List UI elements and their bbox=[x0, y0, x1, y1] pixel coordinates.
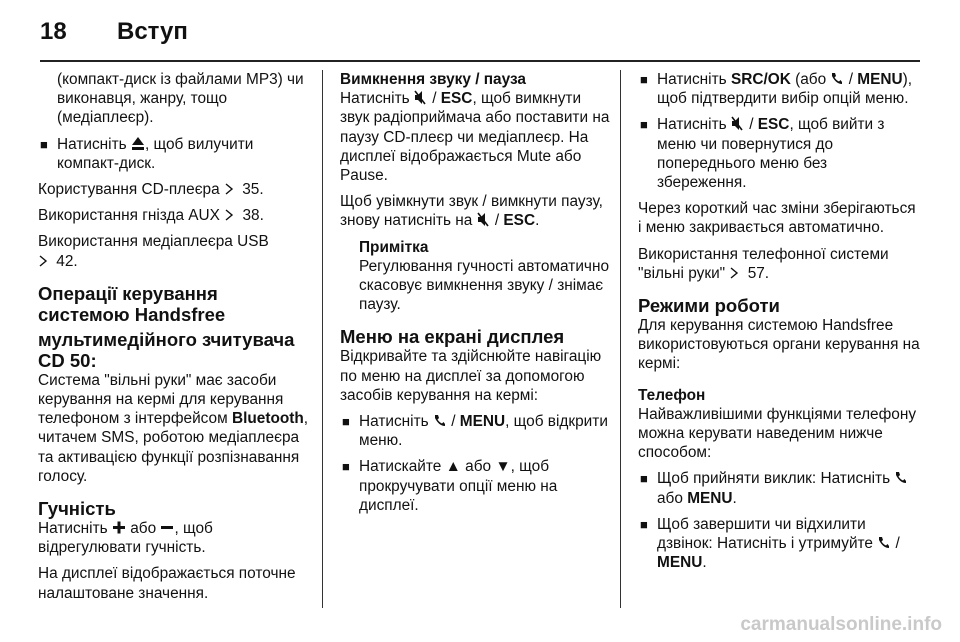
column-left bbox=[38, 70, 310, 610]
reference-line: Користування CD-плеєра 35. bbox=[38, 181, 264, 199]
page-ref-icon bbox=[729, 265, 743, 280]
phone-icon bbox=[894, 470, 908, 485]
arrow-up-icon: ▲ bbox=[445, 458, 461, 476]
bullet-icon: ■ bbox=[640, 72, 648, 87]
section-heading: Меню на екрані дисплея bbox=[340, 326, 565, 348]
minus-icon bbox=[160, 520, 174, 535]
paragraph: Відкривайте та здійснюйте навігацію по меню на дисплеї за допомогою засобів керування на кермі: bbox=[340, 348, 602, 404]
paragraph: Через короткий час зміни зберігаються і меню закривається автоматично. bbox=[638, 200, 916, 237]
list-item: ■ Натисніть , щоб вилучити компакт-диск. bbox=[40, 135, 254, 172]
column-right bbox=[638, 70, 920, 579]
header-rule bbox=[40, 60, 920, 62]
arrow-down-icon: ▼ bbox=[495, 458, 511, 476]
reference-line: Використання телефонної системи "вільні руки" 57. bbox=[638, 245, 889, 282]
page-ref-icon bbox=[224, 207, 238, 222]
phone-icon bbox=[877, 535, 891, 550]
page-ref-icon bbox=[224, 181, 238, 196]
bullet-icon: ■ bbox=[640, 117, 648, 133]
list-item: ■ Натисніть / ESC, щоб вийти з меню чи повернутися до попереднього меню без збереження. bbox=[640, 116, 885, 192]
plus-icon bbox=[112, 520, 126, 535]
page-number: 18 bbox=[40, 18, 67, 45]
section-heading: Гучність bbox=[38, 498, 116, 520]
bullet-icon: ■ bbox=[342, 414, 350, 430]
bullet-icon: ■ bbox=[640, 516, 648, 532]
note-heading: Примітка bbox=[359, 238, 429, 256]
paragraph: Система "вільні руки" має засоби керування на кермі для керування телефоном з інтерфейсом Bluetooth, читачем SMS, роботою медіаплеєра та активацією функції розпізнавання голосу. bbox=[38, 371, 309, 485]
watermark-brand: carmanualsonline.info bbox=[740, 614, 942, 635]
section-heading: Операції керування системою Handsfree bbox=[38, 282, 226, 325]
mute-icon bbox=[414, 90, 428, 105]
section-heading: Режими роботи bbox=[638, 295, 780, 317]
paragraph: Щоб увімкнути звук / вимкнути паузу, знову натисніть на / ESC. bbox=[340, 193, 603, 230]
phone-icon bbox=[433, 413, 447, 428]
list-item: ■ Щоб завершити чи відхилити дзвінок: Натисніть і утримуйте / MENU. bbox=[640, 515, 900, 572]
reference-line: Використання медіаплеєра USB 42. bbox=[38, 233, 269, 270]
column-divider bbox=[322, 70, 323, 608]
phone-icon bbox=[830, 71, 844, 86]
paragraph: Натисніть або , щоб відрегулювати гучність. bbox=[38, 520, 213, 557]
reference-line: Використання гнізда AUX 38. bbox=[38, 207, 264, 225]
list-item: ■ Натисніть / MENU, щоб відкрити меню. bbox=[342, 413, 608, 450]
page-ref-icon bbox=[38, 253, 52, 268]
bullet-icon: ■ bbox=[342, 459, 350, 475]
paragraph: Найважливішими функціями телефону можна керувати наведеним нижче способом: bbox=[638, 405, 917, 462]
list-item: ■ Натискайте ▲ або ▼, щоб прокручувати опції меню на дисплеї. bbox=[342, 458, 558, 514]
paragraph: Для керування системою Handsfree використовуються органи керування на кермі: bbox=[638, 317, 920, 373]
list-item: ■ Щоб прийняти виклик: Натисніть або MENU. bbox=[638, 469, 920, 507]
mute-icon bbox=[477, 212, 491, 227]
subsection-heading: Телефон bbox=[638, 386, 706, 404]
bullet-icon: ■ bbox=[640, 471, 648, 487]
section-heading: мультимедійного зчитувача CD 50: bbox=[38, 328, 295, 371]
note-text: Регулювання гучності автоматично скасовує вимкнення звуку / знімає паузу. bbox=[359, 257, 609, 314]
note-box bbox=[340, 238, 612, 315]
paragraph: Натисніть / ESC, щоб вимкнути звук радіоприймача або поставити на паузу CD-плеєр чи медіаплеєр. На дисплеї відображається Mute або Pause. bbox=[340, 90, 610, 185]
subsection-heading: Вимкнення звуку / пауза bbox=[340, 71, 526, 88]
mute-icon bbox=[731, 116, 745, 131]
page-header bbox=[40, 10, 920, 50]
page-title: Вступ bbox=[117, 18, 188, 45]
paragraph: На дисплеї відображається поточне налаштоване значення. bbox=[38, 565, 296, 602]
paragraph: (компакт-диск із файлами MP3) чи виконавця, жанру, тощо (медіаплеєр). bbox=[57, 71, 304, 127]
column-middle bbox=[340, 70, 612, 522]
column-divider bbox=[620, 70, 621, 608]
eject-icon bbox=[131, 136, 145, 151]
bullet-icon: ■ bbox=[40, 136, 48, 152]
list-item: ■ Натисніть SRC/OK (або / MENU), щоб підтвердити вибір опцій меню. bbox=[640, 71, 912, 108]
